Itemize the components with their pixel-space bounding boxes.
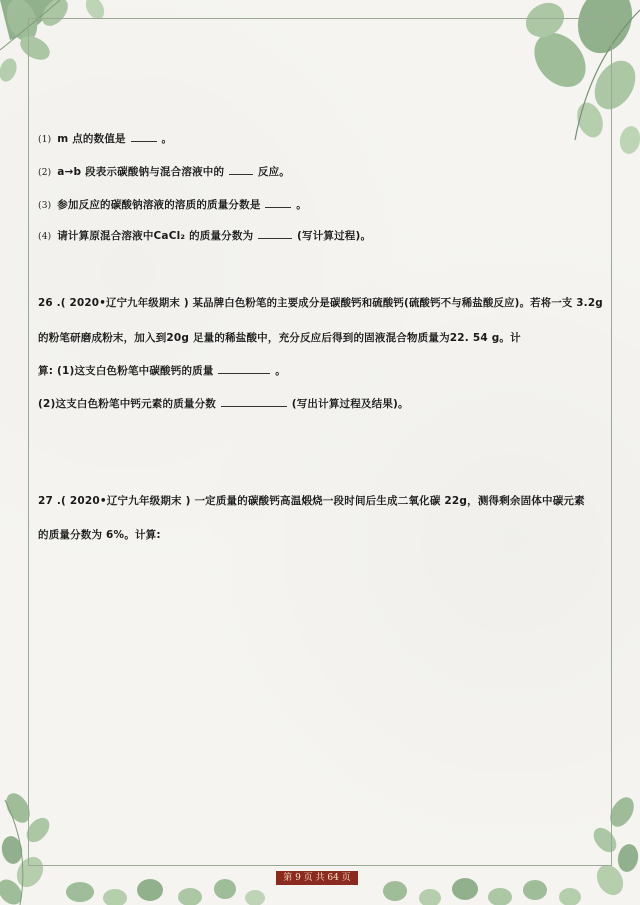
q27-line-1: 27 .( 2020•辽宁九年级期末 ) 一定质量的碳酸钙高温煅烧一段时间后生成二氧化碳 22g，测得剩余固体中碳元素: [38, 495, 585, 507]
answer-blank[interactable]: [265, 196, 291, 208]
q26-line-4: [38, 395, 409, 411]
page-number-badge: 第 9 页 共 64 页: [276, 871, 358, 885]
answer-blank[interactable]: [221, 395, 287, 407]
sub-question-text: a→b 段表示碳酸钠与混合溶液中的: [57, 166, 225, 178]
sub-question-tail: 反应。: [257, 166, 291, 178]
sub-question-text: 参加反应的碳酸钠溶液的溶质的质量分数是: [57, 199, 261, 211]
sub-question-3: [38, 196, 307, 212]
sub-question-2: [38, 163, 290, 179]
sub-question-text: m 点的数值是: [57, 133, 126, 145]
q26-part2-text: (2)这支白色粉笔中钙元素的质量分数: [38, 398, 217, 410]
q26-line-1: 26 .( 2020•辽宁九年级期末 ) 某品牌白色粉笔的主要成分是碳酸钙和硫酸钙(硫酸钙不与稀盐酸反应)。若将一支 3.2g: [38, 297, 603, 309]
q26-part2-tail: (写出计算过程及结果)。: [291, 398, 409, 410]
q26-line-3: [38, 362, 286, 378]
answer-blank[interactable]: [131, 130, 157, 142]
sub-question-number: (2): [38, 168, 52, 178]
q26-line-2: 的粉笔研磨成粉末，加入到20g 足量的稀盐酸中，充分反应后得到的固液混合物质量为22. 54 g。计: [38, 332, 521, 344]
sub-question-tail: 。: [296, 199, 307, 211]
sub-question-number: (3): [38, 201, 52, 211]
sub-question-text: 请计算原混合溶液中CaCl₂ 的质量分数为: [57, 230, 254, 242]
q26-part1-tail: 。: [275, 365, 286, 377]
sub-question-number: (1): [38, 135, 52, 145]
answer-blank[interactable]: [258, 227, 292, 239]
sub-question-4: [38, 227, 371, 243]
answer-blank[interactable]: [218, 362, 270, 374]
sub-question-1: [38, 130, 172, 146]
q27-line-2: 的质量分数为 6%。计算:: [38, 529, 161, 541]
sub-question-tail: 。: [161, 133, 173, 145]
sub-question-number: (4): [38, 232, 52, 242]
answer-blank[interactable]: [229, 163, 253, 175]
q26-part1-text: 算: (1)这支白色粉笔中碳酸钙的质量: [38, 365, 214, 377]
sub-question-tail: (写计算过程)。: [297, 230, 372, 242]
